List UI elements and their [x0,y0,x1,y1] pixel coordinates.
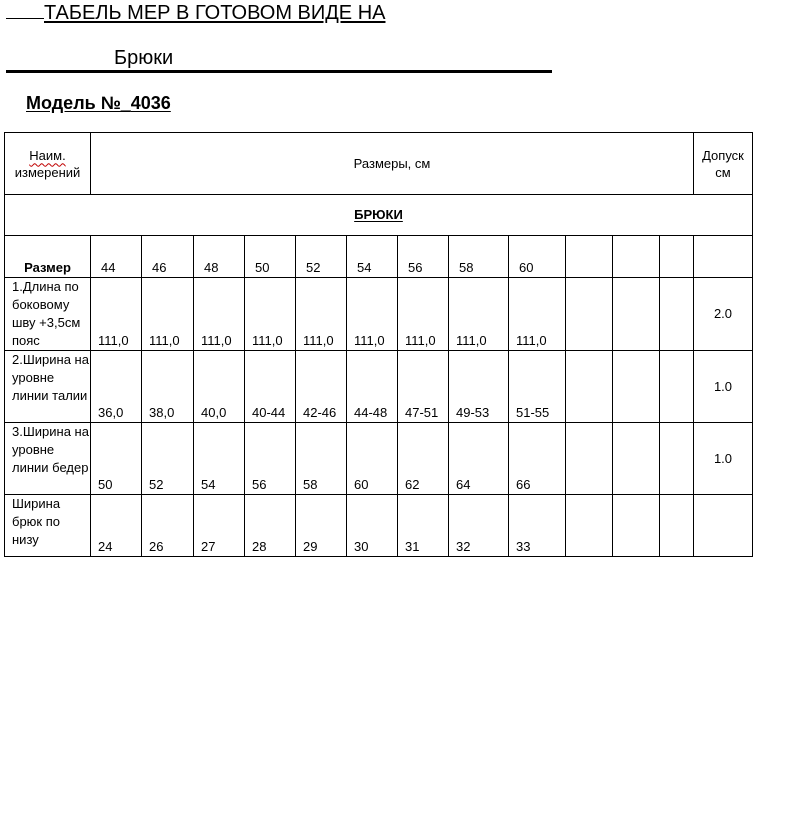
size-header-cell: 60 [509,236,566,278]
measurement-value: 52 [142,423,194,495]
size-header-cell: 58 [449,236,509,278]
measurement-value: 40-44 [245,351,296,423]
tolerance-value [694,495,753,557]
measurement-value: 27 [194,495,245,557]
model-prefix: Модель №_ [26,93,131,113]
measurement-value: 111,0 [194,278,245,351]
tolerance-value: 1.0 [694,351,753,423]
size-header-cell: 44 [91,236,142,278]
measurement-value: 31 [398,495,449,557]
measurement-value: 64 [449,423,509,495]
measurement-value: 38,0 [142,351,194,423]
measurement-value: 24 [91,495,142,557]
document-title [6,0,385,25]
measurement-value: 28 [245,495,296,557]
sizes-header: Размеры, см [91,133,694,195]
measurement-value: 111,0 [347,278,398,351]
model-line [26,91,171,115]
tolerance-header: Допуск см [694,133,753,195]
measurement-value: 49-53 [449,351,509,423]
section-row [5,195,753,236]
table-header-row [5,133,753,195]
measurement-label: Ширина брюк по низу [5,495,91,557]
size-header-cell: 50 [245,236,296,278]
measurement-value: 47-51 [398,351,449,423]
size-row-tolerance-cell [694,236,753,278]
size-header-cell: 52 [296,236,347,278]
measurement-value: 66 [509,423,566,495]
measurement-value: 111,0 [296,278,347,351]
measurement-value [660,423,694,495]
measurement-value [613,278,660,351]
measurement-name-header-line1: Наим. [29,147,66,163]
measurement-value: 51-55 [509,351,566,423]
measurement-value [613,423,660,495]
section-title: БРЮКИ [5,195,753,236]
measurement-value: 33 [509,495,566,557]
measurement-value [660,278,694,351]
measurement-value [566,278,613,351]
size-header-cell: 56 [398,236,449,278]
size-row [5,236,753,278]
measurement-value: 111,0 [398,278,449,351]
product-line [6,46,552,73]
measurement-value [613,495,660,557]
measurement-label: 3.Ширина на уровне линии бедер [5,423,91,495]
size-row-label: Размер [5,236,91,278]
tolerance-value: 2.0 [694,278,753,351]
measurement-value [660,351,694,423]
model-number: 4036 [130,93,171,113]
measurement-value: 42-46 [296,351,347,423]
measurement-value [660,495,694,557]
measurement-value: 32 [449,495,509,557]
measurement-value: 30 [347,495,398,557]
measurement-value: 111,0 [91,278,142,351]
measurement-value: 62 [398,423,449,495]
measurement-value: 44-48 [347,351,398,423]
measurement-value [566,423,613,495]
measurement-value [566,351,613,423]
measurement-value: 36,0 [91,351,142,423]
size-header-cell: 46 [142,236,194,278]
measurement-value: 111,0 [142,278,194,351]
measurement-value: 60 [347,423,398,495]
measurement-value: 111,0 [509,278,566,351]
table-row [5,495,753,557]
measurement-table [4,132,753,557]
size-header-cell [566,236,613,278]
document-title-text: ТАБЕЛЬ МЕР В ГОТОВОМ ВИДЕ НА [44,2,386,24]
product-name: Брюки [114,47,174,69]
size-header-cell: 48 [194,236,245,278]
measurement-name-header-line2: измерений [14,164,81,180]
measurement-value: 56 [245,423,296,495]
measurement-label: 1.Длина по боковому шву +3,5см пояс [5,278,91,351]
measurement-value: 40,0 [194,351,245,423]
measurement-value [566,495,613,557]
table-row [5,351,753,423]
measurement-label: 2.Ширина на уровне линии талии [5,351,91,423]
measurement-value: 111,0 [449,278,509,351]
size-header-cell: 54 [347,236,398,278]
table-row [5,423,753,495]
measurement-name-header [5,133,91,195]
title-leading-underline [6,0,44,19]
measurement-value: 54 [194,423,245,495]
size-header-cell [613,236,660,278]
size-header-cell [660,236,694,278]
table-row [5,278,753,351]
measurement-value: 50 [91,423,142,495]
measurement-value [613,351,660,423]
tolerance-value: 1.0 [694,423,753,495]
measurement-value: 29 [296,495,347,557]
measurement-value: 26 [142,495,194,557]
measurement-value: 58 [296,423,347,495]
measurement-value: 111,0 [245,278,296,351]
